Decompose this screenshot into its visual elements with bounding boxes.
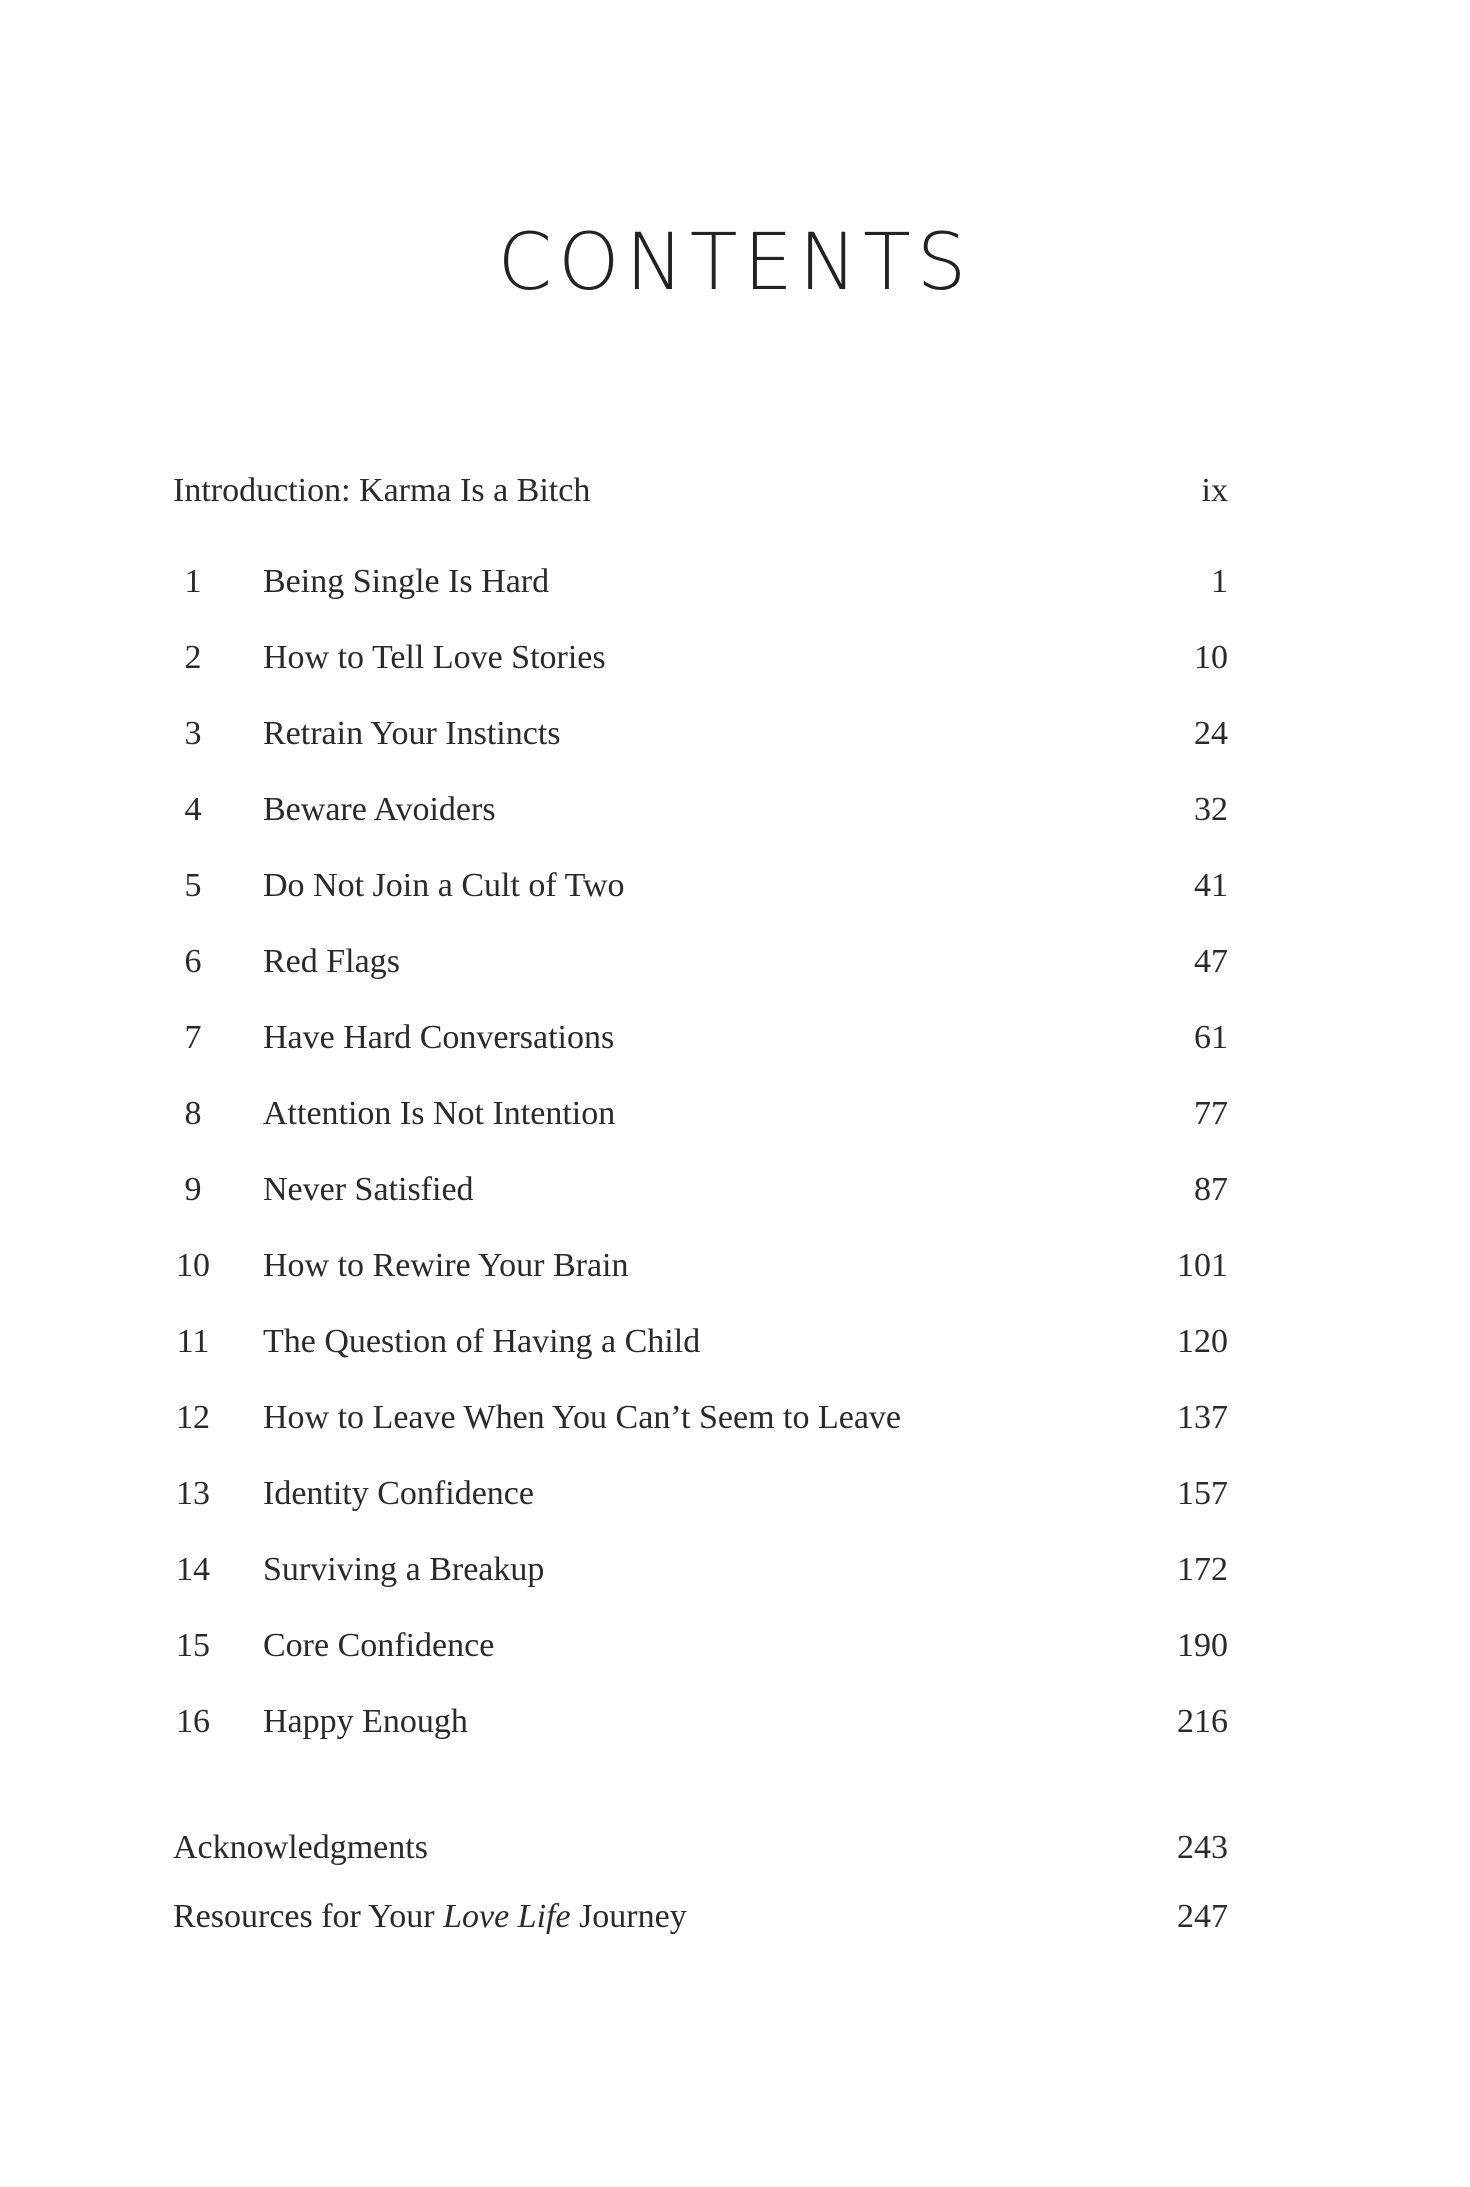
chapter-number: 1	[184, 563, 202, 600]
toc-chapter-12[interactable]	[173, 1388, 1228, 1448]
toc-entry-label-suffix: Journey	[570, 1898, 687, 1935]
toc-chapter-16[interactable]	[173, 1692, 1228, 1752]
chapter-page: 87	[1194, 1171, 1228, 1208]
chapter-page: 32	[1194, 791, 1228, 828]
toc-entry-label-prefix: Resources for Your	[173, 1898, 444, 1935]
chapter-number: 16	[176, 1703, 210, 1740]
chapter-title: Core Confidence	[263, 1627, 495, 1664]
chapter-title: Surviving a Breakup	[263, 1551, 545, 1588]
chapter-page: 137	[1177, 1399, 1228, 1436]
chapter-number: 10	[176, 1247, 210, 1284]
chapter-page: 120	[1177, 1323, 1228, 1360]
toc-entry-label	[173, 1887, 687, 1947]
chapter-title: Never Satisfied	[263, 1171, 474, 1208]
toc-chapter-7[interactable]	[173, 1008, 1228, 1068]
chapter-title: Have Hard Conversations	[263, 1019, 615, 1056]
toc-chapter-1[interactable]	[173, 552, 1228, 612]
chapter-number: 13	[176, 1475, 210, 1512]
chapter-number: 6	[184, 943, 202, 980]
chapter-title: Red Flags	[263, 943, 400, 980]
chapter-title: How to Tell Love Stories	[263, 639, 606, 676]
chapter-page: 24	[1194, 715, 1228, 752]
toc-entry-acknowledgments[interactable]	[173, 1818, 1228, 1878]
chapter-number: 8	[184, 1095, 202, 1132]
chapter-page: 61	[1194, 1019, 1228, 1056]
chapter-title: Identity Confidence	[263, 1475, 534, 1512]
chapter-number: 11	[176, 1323, 210, 1360]
chapter-page: 216	[1177, 1703, 1228, 1740]
chapter-page: 10	[1194, 639, 1228, 676]
toc-chapter-15[interactable]	[173, 1616, 1228, 1676]
toc-entry-page: 247	[1177, 1898, 1228, 1935]
toc-entry-page: ix	[1201, 472, 1228, 509]
toc-chapter-3[interactable]	[173, 704, 1228, 764]
chapter-page: 41	[1194, 867, 1228, 904]
toc-chapter-4[interactable]	[173, 780, 1228, 840]
chapter-title: Retrain Your Instincts	[263, 715, 561, 752]
chapter-number: 15	[176, 1627, 210, 1664]
toc-entry-label-italic: Love Life	[443, 1898, 571, 1935]
toc-chapter-5[interactable]	[173, 856, 1228, 916]
chapter-number: 2	[184, 639, 202, 676]
chapter-page: 172	[1177, 1551, 1228, 1588]
toc-chapter-6[interactable]	[173, 932, 1228, 992]
chapter-title: Beware Avoiders	[263, 791, 496, 828]
chapter-page: 1	[1211, 563, 1228, 600]
chapter-title: Attention Is Not Intention	[263, 1095, 616, 1132]
chapter-number: 12	[176, 1399, 210, 1436]
toc-chapter-9[interactable]	[173, 1160, 1228, 1220]
chapter-page: 101	[1177, 1247, 1228, 1284]
chapter-title: Do Not Join a Cult of Two	[263, 867, 625, 904]
toc-chapter-8[interactable]	[173, 1084, 1228, 1144]
toc-entry-resources[interactable]	[173, 1887, 1228, 1947]
toc-chapter-2[interactable]	[173, 628, 1228, 688]
chapter-title: Being Single Is Hard	[263, 563, 550, 600]
toc-entry-label: Introduction: Karma Is a Bitch	[173, 472, 591, 509]
chapter-number: 9	[184, 1171, 202, 1208]
page-title: CONTENTS	[497, 218, 973, 308]
toc-entry-introduction[interactable]	[173, 461, 1228, 521]
toc-chapter-13[interactable]	[173, 1464, 1228, 1524]
chapter-page: 47	[1194, 943, 1228, 980]
chapter-title: Happy Enough	[263, 1703, 468, 1740]
toc-chapter-10[interactable]	[173, 1236, 1228, 1296]
toc-chapter-14[interactable]	[173, 1540, 1228, 1600]
toc-entry-label: Acknowledgments	[173, 1829, 428, 1866]
chapter-number: 14	[176, 1551, 210, 1588]
chapter-page: 157	[1177, 1475, 1228, 1512]
chapter-title: How to Leave When You Can’t Seem to Leave	[263, 1399, 901, 1436]
toc-entry-page: 243	[1177, 1829, 1228, 1866]
toc-chapter-11[interactable]	[173, 1312, 1228, 1372]
chapter-number: 3	[184, 715, 202, 752]
chapter-number: 4	[184, 791, 202, 828]
chapter-number: 7	[184, 1019, 202, 1056]
chapter-title: The Question of Having a Child	[263, 1323, 701, 1360]
chapter-title: How to Rewire Your Brain	[263, 1247, 629, 1284]
chapter-number: 5	[184, 867, 202, 904]
chapter-page: 190	[1177, 1627, 1228, 1664]
chapter-page: 77	[1194, 1095, 1228, 1132]
